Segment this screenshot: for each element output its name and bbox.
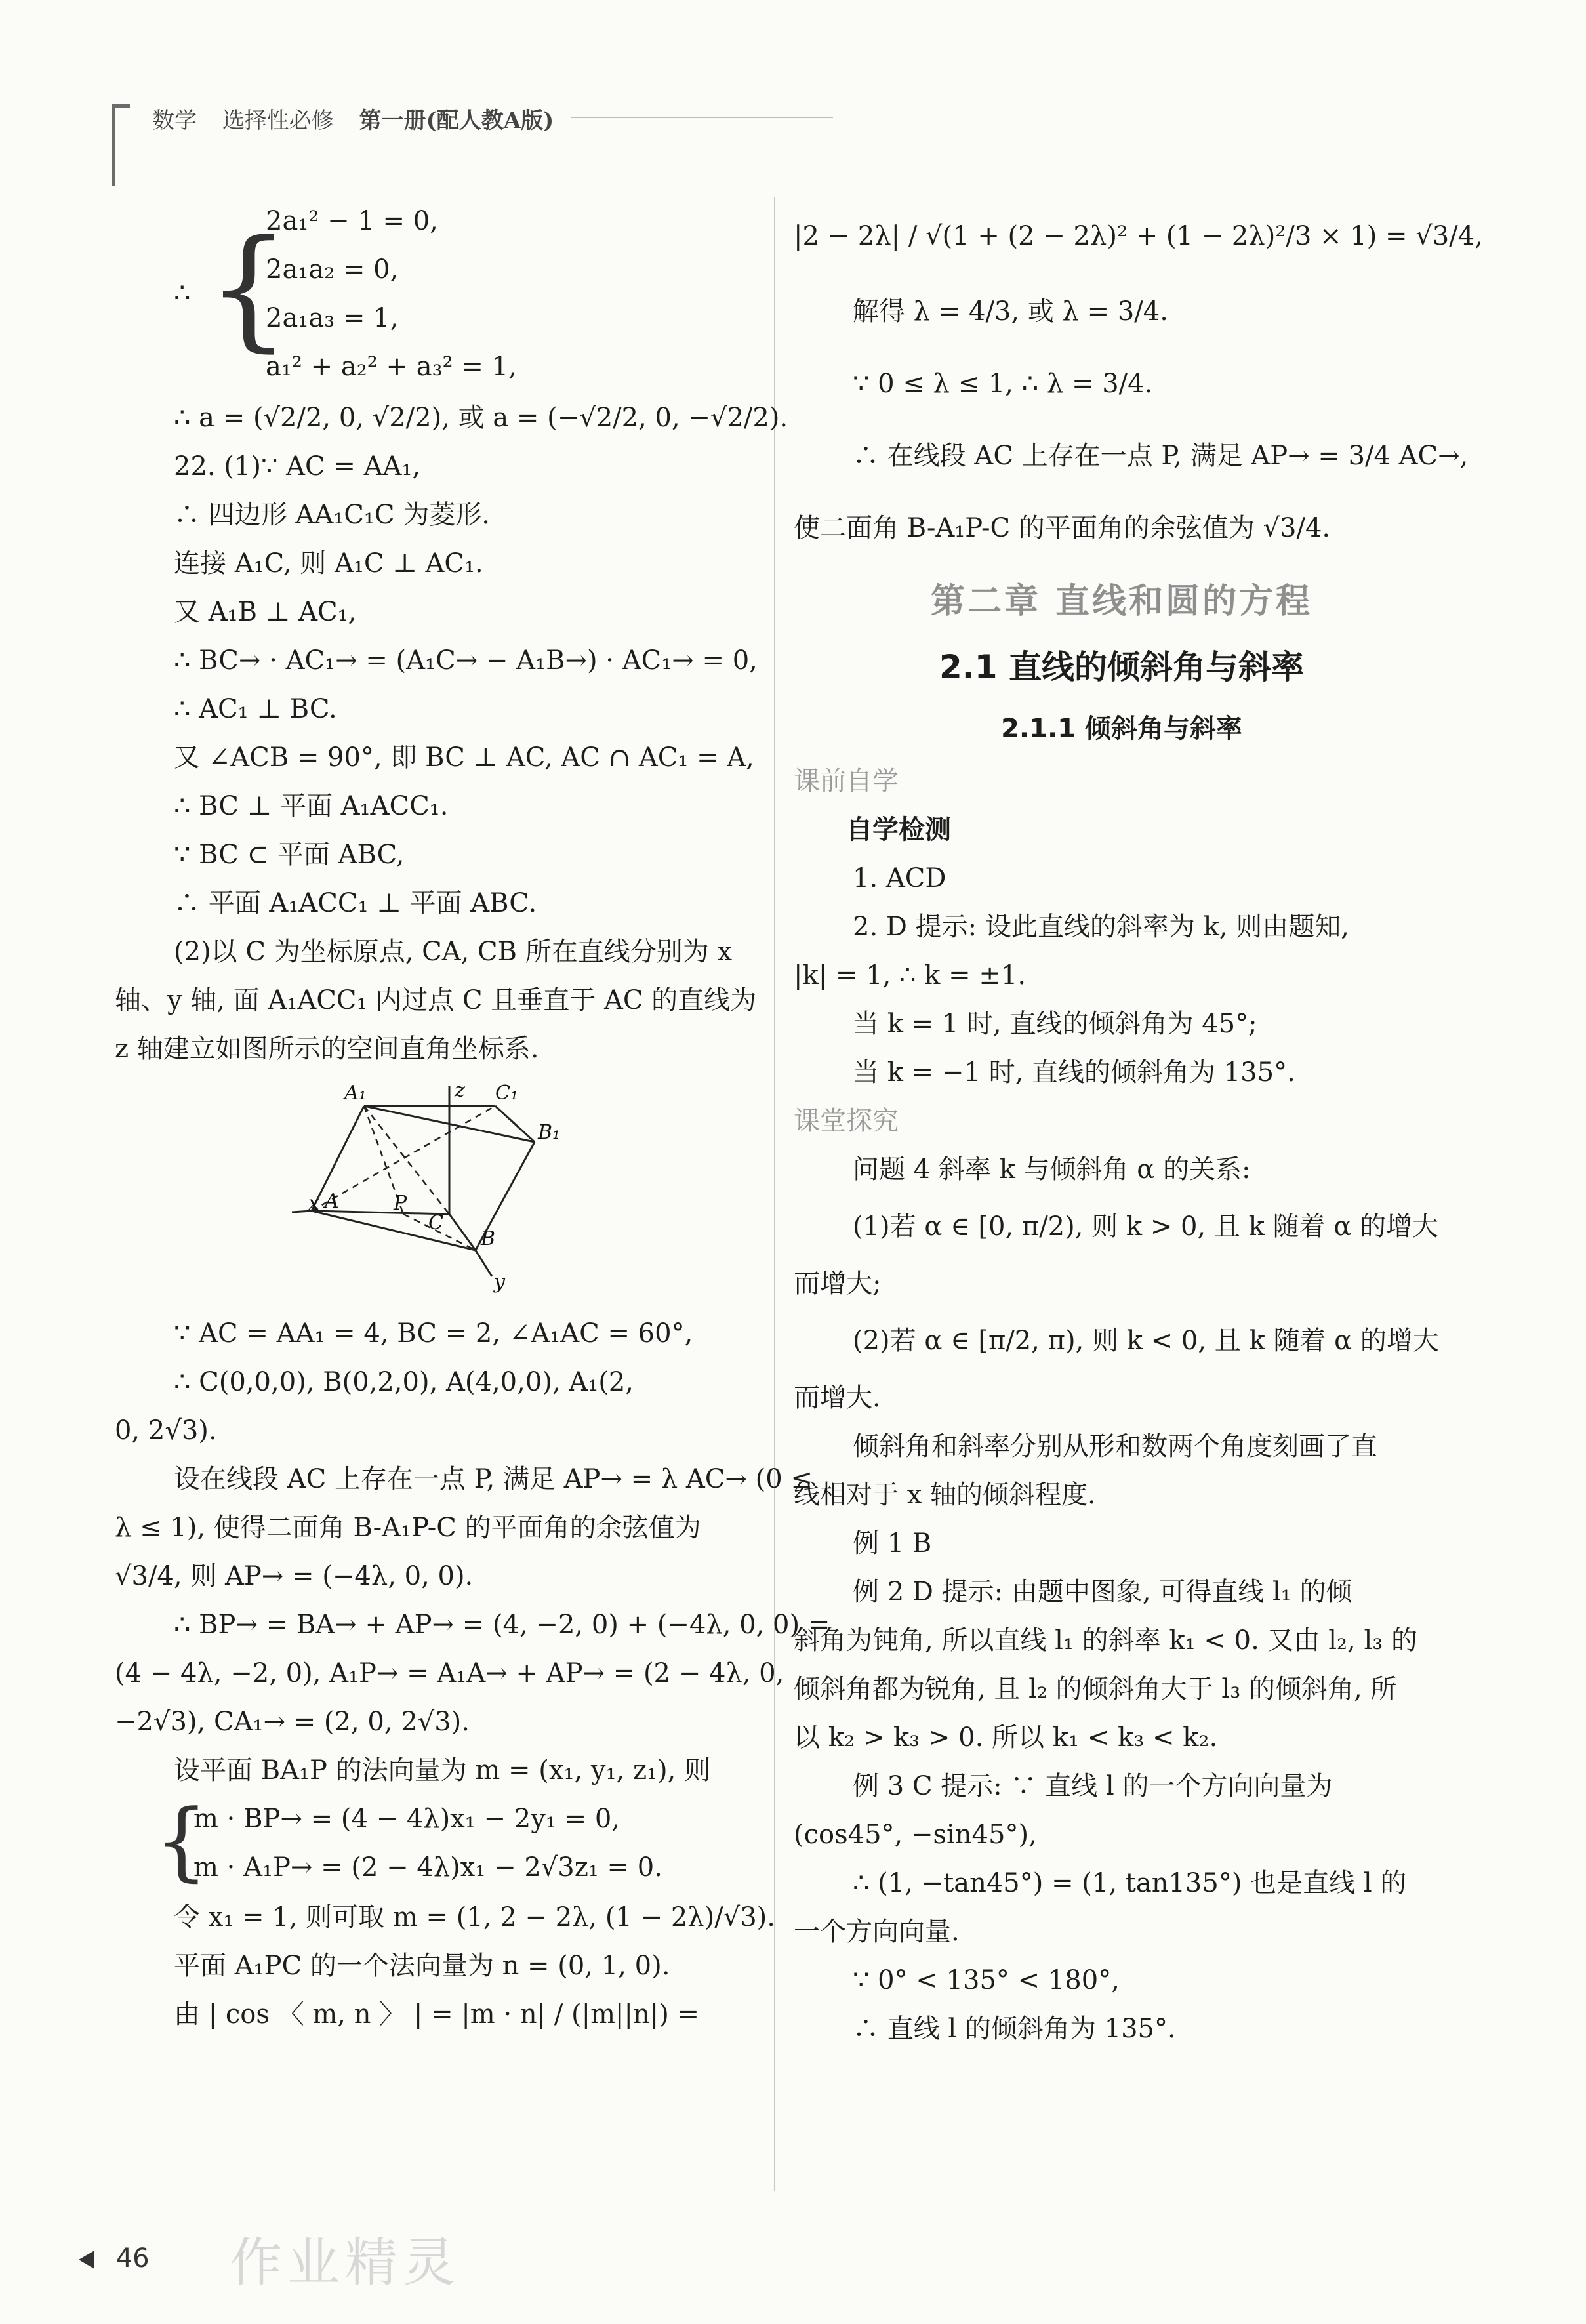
- chapter-title: 第二章 直线和圆的方程: [930, 582, 1313, 621]
- text-line: 轴、y 轴, 面 A₁ACC₁ 内过点 C 且垂直于 AC 的直线为: [115, 985, 757, 1015]
- header-rule: [571, 117, 833, 118]
- label-y: y: [494, 1271, 505, 1294]
- class-explore-label: 课堂探究: [794, 1106, 899, 1136]
- label-b: B: [481, 1227, 496, 1250]
- header-text: [152, 102, 572, 134]
- text-line: (2)以 C 为坐标原点, CA, CB 所在直线分别为 x: [174, 937, 733, 967]
- text-line: ∵ 0 ≤ λ ≤ 1, ∴ λ = 3/4.: [853, 369, 1153, 399]
- text-line: (cos45°, −sin45°),: [794, 1820, 1037, 1850]
- text-line: (1)若 α ∈ [0, π/2), 则 k > 0, 且 k 随着 α 的增大: [853, 1212, 1439, 1242]
- text-line: −2√3), CA₁→ = (2, 0, 2√3).: [115, 1707, 470, 1737]
- watermark: 作业精灵: [230, 2232, 460, 2293]
- text-line: 而增大.: [794, 1383, 881, 1413]
- text-line: ∵ BC ⊂ 平面 ABC,: [174, 840, 405, 870]
- text-line: 1. ACD: [853, 863, 946, 893]
- text-line: 由 | cos 〈 m, n 〉 | = |m · n| / (|m||n|) =: [174, 1999, 700, 2029]
- text-line: ∴ 直线 l 的倾斜角为 135°.: [853, 2014, 1176, 2044]
- equation-system-2: [115, 1791, 758, 1893]
- text-line: 例 2 D 提示: 由题中图象, 可得直线 l₁ 的倾: [853, 1577, 1352, 1607]
- text-line: (2)若 α ∈ [π/2, π), 则 k < 0, 且 k 随着 α 的增大: [853, 1326, 1439, 1356]
- left-column: [115, 197, 830, 2039]
- label-c1: C₁: [495, 1082, 518, 1105]
- text-line: 当 k = 1 时, 直线的倾斜角为 45°;: [853, 1009, 1257, 1039]
- page-header: [112, 92, 735, 184]
- text-line: |2 − 2λ| / √(1 + (2 − 2λ)² + (1 − 2λ)²/3 × 1) = √3/4,: [794, 221, 1483, 251]
- text-line: 例 1 B: [853, 1528, 932, 1559]
- text-line: ∵ AC = AA₁ = 4, BC = 2, ∠A₁AC = 60°,: [174, 1318, 693, 1349]
- equation-system-1: [115, 197, 758, 394]
- text-line: 而增大;: [794, 1269, 882, 1299]
- text-line: λ ≤ 1), 使得二面角 B-A₁P-C 的平面角的余弦值为: [115, 1513, 701, 1543]
- text-line: 平面 A₁PC 的一个法向量为 n = (0, 1, 0).: [174, 1951, 670, 1981]
- sys2-line: m · BP→ = (4 − 4λ)x₁ − 2y₁ = 0,: [193, 1804, 620, 1834]
- right-column: [794, 197, 1483, 2053]
- text-line: 设在线段 AC 上存在一点 P, 满足 AP→ = λ AC→ (0 ≤: [174, 1464, 813, 1494]
- label-x: x: [308, 1192, 319, 1215]
- column-divider: [774, 197, 775, 2191]
- text-line: ∴ BP→ = BA→ + AP→ = (4, −2, 0) + (−4λ, 0, 0) =: [174, 1610, 830, 1640]
- text-line: 倾斜角都为锐角, 且 l₂ 的倾斜角大于 l₃ 的倾斜角, 所: [794, 1674, 1397, 1704]
- text-line: 当 k = −1 时, 直线的倾斜角为 135°.: [853, 1057, 1295, 1088]
- text-line: z 轴建立如图所示的空间直角坐标系.: [115, 1034, 539, 1064]
- text-line: √3/4, 则 AP→ = (−4λ, 0, 0).: [115, 1561, 474, 1591]
- text-line: 22. (1)∵ AC = AA₁,: [174, 451, 421, 481]
- text-line: ∴ 平面 A₁ACC₁ ⊥ 平面 ABC.: [174, 888, 537, 918]
- label-a: A: [325, 1190, 339, 1213]
- sys1-prefix: ∴: [174, 278, 191, 308]
- label-b1: B₁: [538, 1121, 561, 1144]
- sys1-line: a₁² + a₂² + a₃² = 1,: [266, 352, 517, 382]
- text-line: 使二面角 B-A₁P-C 的平面角的余弦值为 √3/4.: [794, 513, 1331, 543]
- text-line: ∵ 0° < 135° < 180°,: [853, 1965, 1120, 1995]
- sys1-line: 2a₁a₃ = 1,: [266, 303, 399, 333]
- text-line: ∴ a = (√2/2, 0, √2/2), 或 a = (−√2/2, 0, −√2/2).: [174, 403, 788, 433]
- self-check-label: 自学检测: [846, 815, 951, 845]
- header-bracket: [112, 104, 130, 186]
- page-number: 46: [115, 2243, 150, 2273]
- section-title: 2.1 直线的倾斜角与斜率: [939, 648, 1304, 686]
- text-line: 令 x₁ = 1, 则可取 m = (1, 2 − 2λ, (1 − 2λ)/√3).: [174, 1902, 775, 1932]
- text-line: 以 k₂ > k₃ > 0. 所以 k₁ < k₃ < k₂.: [794, 1723, 1218, 1753]
- edge-c1-b1: [495, 1106, 535, 1142]
- text-line: 又 ∠ACB = 90°, 即 BC ⊥ AC, AC ∩ AC₁ = A,: [174, 743, 754, 773]
- text-line: 解得 λ = 4/3, 或 λ = 3/4.: [853, 296, 1168, 327]
- text-line: 斜角为钝角, 所以直线 l₁ 的斜率 k₁ < 0. 又由 l₂, l₃ 的: [794, 1625, 1418, 1656]
- text-line: ∴ BC→ · AC₁→ = (A₁C→ − A₁B→) · AC₁→ = 0,: [174, 645, 758, 676]
- pre-study-label: 课前自学: [794, 766, 899, 796]
- header-book: 第一册(配人教A版): [359, 108, 554, 134]
- sys1-line: 2a₁a₂ = 0,: [266, 255, 399, 285]
- sys1-brace: {: [207, 212, 291, 365]
- back-triangle-icon: [79, 2251, 94, 2269]
- label-p: P: [394, 1192, 407, 1215]
- text-line: 连接 A₁C, 则 A₁C ⊥ AC₁.: [174, 548, 483, 579]
- y-axis: [476, 1250, 492, 1276]
- text-line: (4 − 4λ, −2, 0), A₁P→ = A₁A→ + AP→ = (2 − 4λ, 0,: [115, 1658, 784, 1688]
- page-footer: [79, 2243, 150, 2273]
- text-line: 0, 2√3).: [115, 1416, 217, 1446]
- coordinate-figure: [115, 1080, 758, 1303]
- text-line: ∴ AC₁ ⊥ BC.: [174, 694, 337, 724]
- header-course: 选择性必修: [222, 108, 334, 134]
- text-line: 一个方向向量.: [794, 1917, 960, 1947]
- text-line: ∴ C(0,0,0), B(0,2,0), A(4,0,0), A₁(2,: [174, 1367, 634, 1397]
- label-a1: A₁: [344, 1082, 367, 1105]
- sys2-brace: {: [154, 1791, 209, 1890]
- text-line: 2. D 提示: 设此直线的斜率为 k, 则由题知,: [853, 912, 1349, 942]
- text-line: 例 3 C 提示: ∵ 直线 l 的一个方向向量为: [853, 1771, 1333, 1801]
- text-line: 倾斜角和斜率分别从形和数两个角度刻画了直: [853, 1431, 1377, 1461]
- prism-diagram: [308, 1079, 587, 1296]
- label-c: C: [428, 1212, 443, 1234]
- text-line: ∴ BC ⊥ 平面 A₁ACC₁.: [174, 791, 449, 821]
- label-z: z: [455, 1079, 465, 1102]
- text-line: ∴ (1, −tan45°) = (1, tan135°) 也是直线 l 的: [853, 1868, 1407, 1898]
- text-line: 问题 4 斜率 k 与倾斜角 α 的关系:: [853, 1154, 1251, 1185]
- text-line: |k| = 1, ∴ k = ±1.: [794, 960, 1027, 990]
- sys1-line: 2a₁² − 1 = 0,: [266, 206, 438, 236]
- text-line: 又 A₁B ⊥ AC₁,: [174, 597, 357, 627]
- text-line: ∴ 四边形 AA₁C₁C 为菱形.: [174, 500, 490, 530]
- subsection-title: 2.1.1 倾斜角与斜率: [1001, 714, 1242, 744]
- sys2-line: m · A₁P→ = (2 − 4λ)x₁ − 2√3z₁ = 0.: [193, 1852, 662, 1883]
- text-line: ∴ 在线段 AC 上存在一点 P, 满足 AP→ = 3/4 AC→,: [853, 441, 1469, 471]
- text-line: 线相对于 x 轴的倾斜程度.: [794, 1480, 1096, 1510]
- header-subject: 数学: [152, 108, 197, 134]
- text-line: 设平面 BA₁P 的法向量为 m = (x₁, y₁, z₁), 则: [174, 1755, 711, 1785]
